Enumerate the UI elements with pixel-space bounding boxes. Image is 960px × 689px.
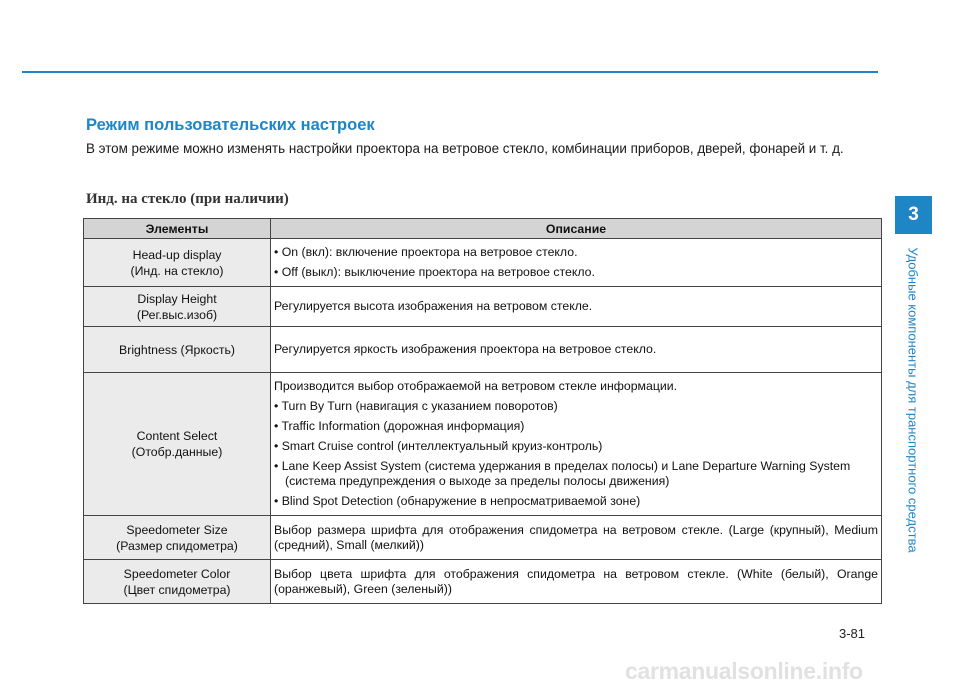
item-name-en: Display Height bbox=[137, 291, 217, 306]
table-row bbox=[84, 287, 882, 327]
item-name-cell bbox=[84, 327, 271, 373]
watermark: carmanualsonline.info bbox=[625, 658, 863, 684]
description-bullet: • Smart Cruise control (интеллектуальный круиз-контроль) bbox=[274, 439, 603, 453]
settings-table bbox=[83, 218, 882, 604]
item-description-cell bbox=[271, 327, 882, 373]
item-description-cell bbox=[271, 239, 882, 287]
item-name-en: Speedometer Color bbox=[123, 566, 231, 581]
section-intro: В этом режиме можно изменять настройки проектора на ветровое стекло, комбинации приборов, дверей, фонарей и т. д. bbox=[86, 141, 844, 156]
item-name-ru: (Инд. на стекло) bbox=[130, 263, 224, 278]
item-name-ru: (Отобр.данные) bbox=[131, 445, 223, 459]
table-row bbox=[84, 327, 882, 373]
item-description-cell bbox=[271, 373, 882, 516]
description-bullet: • Turn By Turn (навигация с указанием поворотов) bbox=[274, 399, 558, 413]
description-line: Производится выбор отображаемой на ветровом стекле информации. bbox=[274, 379, 678, 393]
item-name-cell bbox=[84, 239, 271, 287]
item-name-ru: (Рег.выс.изоб) bbox=[136, 307, 218, 322]
item-description-cell bbox=[271, 516, 882, 560]
page-number: 3-81 bbox=[839, 626, 866, 641]
description-bullet: • Traffic Information (дорожная информация) bbox=[274, 419, 525, 433]
item-name-cell bbox=[84, 287, 271, 327]
column-header-elements: Элементы bbox=[84, 219, 271, 239]
chapter-number-tab: 3 bbox=[895, 196, 932, 234]
description-text: Выбор цвета шрифта для отображения спидометра на ветровом стекле. (White (белый), Orange (оранжевый), Green (зеленый)) bbox=[274, 566, 878, 596]
description-bullet: • Lane Keep Assist System (система удержания в пределах полосы) и Lane Departure Warning System (система предупреждения о выходе за пределы полосы движения) bbox=[274, 459, 851, 488]
item-name-ru: (Цвет спидометра) bbox=[123, 582, 231, 597]
item-description-cell bbox=[271, 287, 882, 327]
description-line: • On (вкл): включение проектора на ветровое стекло. bbox=[274, 245, 578, 259]
description-line: Регулируется высота изображения на ветровом стекле. bbox=[274, 299, 593, 313]
item-description-cell bbox=[271, 560, 882, 604]
description-bullet: • Blind Spot Detection (обнаружение в непросматриваемой зоне) bbox=[274, 494, 641, 508]
item-name-ru: (Размер спидометра) bbox=[116, 538, 238, 553]
table-row bbox=[84, 239, 882, 287]
table-row bbox=[84, 560, 882, 604]
table-row bbox=[84, 373, 882, 516]
item-name-en: Content Select bbox=[136, 429, 218, 443]
item-name-en: Head-up display bbox=[132, 247, 222, 262]
subsection-title: Инд. на стекло (при наличии) bbox=[86, 191, 289, 207]
description-line: • Off (выкл): выключение проектора на ветровое стекло. bbox=[274, 265, 595, 279]
description-text: Выбор размера шрифта для отображения спидометра на ветровом стекле. (Large (крупный), Medium (средний), Small (мелкий)) bbox=[274, 522, 878, 552]
description-line: Регулируется яркость изображения проектора на ветровое стекло. bbox=[274, 342, 657, 356]
item-name-cell bbox=[84, 516, 271, 560]
column-header-description: Описание bbox=[271, 219, 882, 239]
item-name-en: Speedometer Size bbox=[126, 522, 228, 537]
item-name-cell bbox=[84, 373, 271, 516]
chapter-title: Удобные компоненты для транспортного средства bbox=[905, 247, 921, 553]
top-divider bbox=[22, 71, 878, 73]
section-title: Режим пользовательских настроек bbox=[86, 116, 375, 134]
table-header-row bbox=[84, 219, 882, 239]
item-name-cell bbox=[84, 560, 271, 604]
item-name: Brightness (Яркость) bbox=[119, 342, 235, 357]
table-row bbox=[84, 516, 882, 560]
